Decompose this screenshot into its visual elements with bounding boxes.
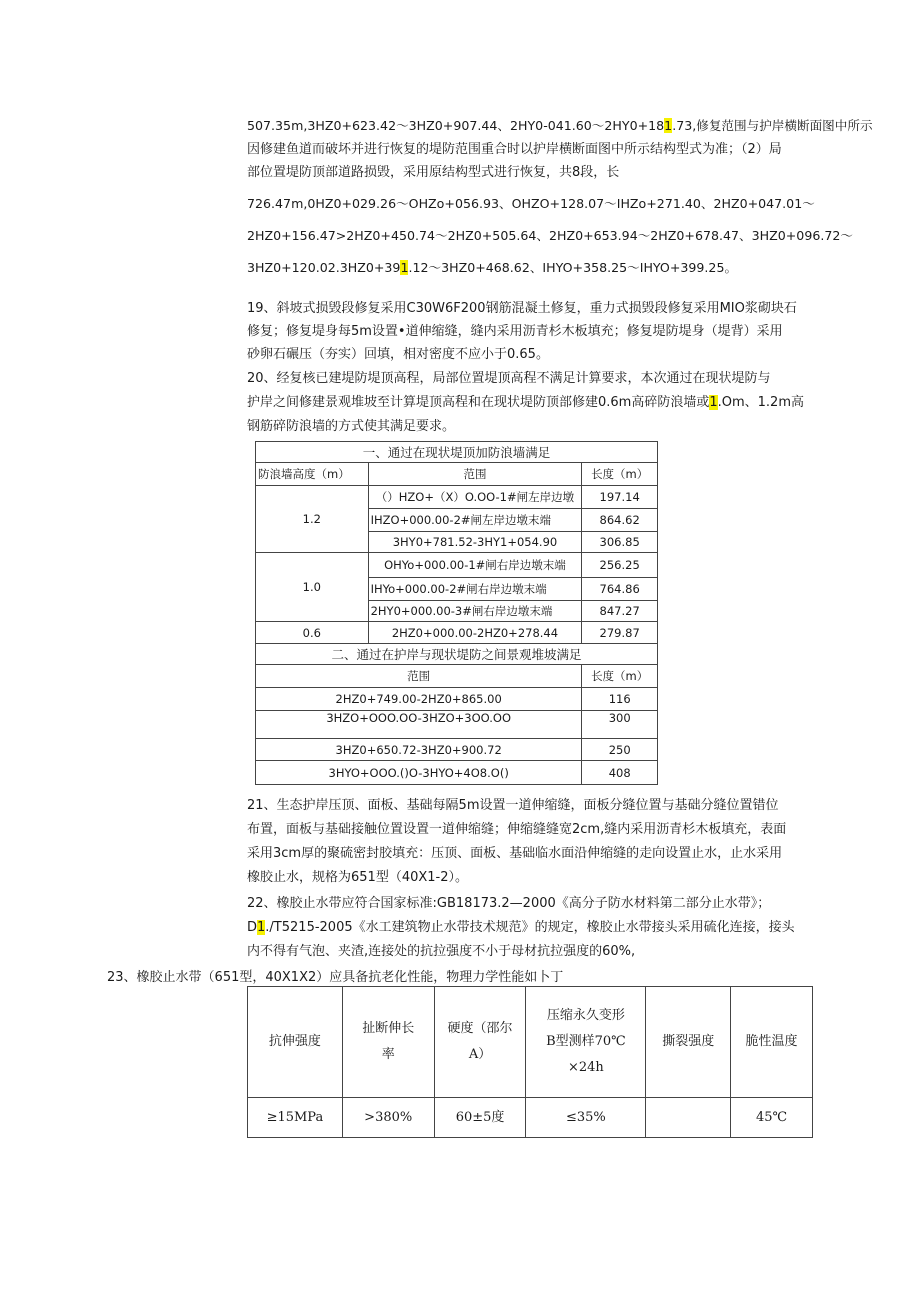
p18-line-1 <box>247 117 873 135</box>
header-elongation-line-2: 率 <box>381 1047 395 1062</box>
header-elongation-line-1: 扯断伸长 <box>362 1021 415 1036</box>
p22-line-2a: D <box>247 920 258 935</box>
range-cell: 3HZ0+650.72-3HZ0+900.72 <box>256 739 582 761</box>
col-header-length: 长度（m） <box>582 463 658 486</box>
p23-line-1: 23、橡胶止水带（651型，40X1X2）应具备抗老化性能，物理力学性能如卜丁 <box>107 970 564 985</box>
p21-line-2: 布置，面板与基础接触位置设置一道伸缩缝；伸缩缝缝宽2cm,缝内采用沥青杉木板填充，表面 <box>247 822 787 837</box>
header-hardness-line-1: 硬度（邵尔 <box>447 1021 513 1036</box>
length-cell: 300 <box>582 711 658 739</box>
p20-line-1: 20、经复核已建堤防堤顶高程，局部位置堤顶高程不满足计算要求，本次通过在现状堤防与 <box>247 371 771 386</box>
waterstop-property-table <box>247 986 813 1138</box>
header-brittle-temp: 脆性温度 <box>731 987 813 1098</box>
p18-line-2: 因修建鱼道而破坏并进行恢复的堤防范围重合时以护岸横断面图中所示结构型式为准；（2）局 <box>247 142 782 157</box>
header-hardness <box>434 987 526 1098</box>
range-cell: 2HZ0+000.00-2HZ0+278.44 <box>368 622 582 644</box>
range-cell: IHZO+000.00-2#闸左岸边墩末端 <box>368 509 582 532</box>
value-elongation: >380% <box>342 1098 434 1138</box>
range-cell: 3HZO+OOO.OO-3HZO+3OO.OO <box>256 711 582 739</box>
p18-highlight-1: 1 <box>664 118 673 133</box>
value-tensile-strength: ≥15MPa <box>248 1098 343 1138</box>
value-hardness: 60±5度 <box>434 1098 526 1138</box>
p18-line-1b: .73,修复范围与护岸横断面图中所示 <box>672 118 873 133</box>
p20-line-3: 钢筋碎防浪墙的方式使其满足要求。 <box>247 419 456 434</box>
range-cell: OHYo+000.00-1#闸右岸边墩末端 <box>368 553 582 578</box>
col-header-range-2: 范围 <box>256 665 582 688</box>
p19-line-3: 砂卵石碾压（夯实）回填，相对密度不应小于0.65。 <box>247 347 549 362</box>
range-cell: 3HY0+781.52-3HY1+054.90 <box>368 532 582 553</box>
p20-line-2 <box>247 394 804 412</box>
p19-line-1: 19、斜坡式损毁段修复采用C30W6F200钢筋混凝土修复，重力式损毁段修复采用MIO浆砌块石 <box>247 301 797 316</box>
p18-line-6b: .12～3HZ0+468.62、IHYO+358.25～IHYO+399.25。 <box>408 260 738 275</box>
table-section-title-1: 一、通过在现状堤顶加防浪墙满足 <box>256 442 658 463</box>
length-cell: 764.86 <box>582 578 658 601</box>
p18-line-4: 726.47m,0HZ0+029.26～OHZo+056.93、OHZO+128.07～IHZo+271.40、2HZ0+047.01～ <box>247 196 815 211</box>
length-cell: 847.27 <box>582 601 658 622</box>
height-cell-1-2: 1.2 <box>256 486 369 553</box>
header-elongation <box>342 987 434 1098</box>
p21-line-3: 采用3cm厚的聚硫密封胶填充：压顶、面板、基础临水面沿伸缩缝的走向设置止水，止水采用 <box>247 846 783 861</box>
value-tear-strength <box>646 1098 731 1138</box>
p18-line-5: 2HZ0+156.47>2HZ0+450.74～2HZ0+505.64、2HZ0+653.94～2HZ0+678.47、3HZ0+096.72～ <box>247 228 853 243</box>
p21-line-4: 橡胶止水，规格为651型（40X1-2）。 <box>247 870 468 885</box>
value-brittle-temp: 45℃ <box>731 1098 813 1138</box>
p22-line-1: 22、橡胶止水带应符合国家标准:GB18173.2—2000《高分子防水材料第二部分止水带》； <box>247 896 771 911</box>
range-cell: 2HZ0+749.00-2HZ0+865.00 <box>256 688 582 711</box>
length-cell: 279.87 <box>582 622 658 644</box>
wave-wall-table <box>255 441 658 785</box>
range-cell: IHYo+000.00-2#闸右岸边墩末端 <box>368 578 582 601</box>
p21-line-1: 21、生态护岸压顶、面板、基础每隔5m设置一道伸缩缝，面板分缝位置与基础分缝位置错位 <box>247 798 779 813</box>
length-cell: 306.85 <box>582 532 658 553</box>
p18-highlight-2: 1 <box>400 260 409 275</box>
p18-line-1a: 507.35m,3HZ0+623.42～3HZ0+907.44、2HY0-041.60～2HY0+18 <box>247 118 665 133</box>
header-hardness-line-2: A） <box>468 1047 492 1062</box>
p18-line-6 <box>247 259 737 277</box>
range-cell: 2HY0+000.00-3#闸右岸边墩末端 <box>368 601 582 622</box>
p22-line-3: 内不得有气泡、夹渣,连接处的抗拉强度不小于母材抗拉强度的60%, <box>247 944 636 959</box>
col-header-length-2: 长度（m） <box>582 665 658 688</box>
p20-highlight: 1 <box>709 395 718 410</box>
header-tensile-strength: 抗伸强度 <box>248 987 343 1098</box>
p18-line-6a: 3HZ0+120.02.3HZ0+39 <box>247 260 401 275</box>
header-compression-set <box>526 987 646 1098</box>
p20-line-2b: .Om、1.2m高 <box>717 395 804 410</box>
header-compression-line-3: ×24h <box>567 1060 604 1075</box>
col-header-height: 防浪墙高度（m） <box>256 463 369 486</box>
height-cell-0-6: 0.6 <box>256 622 369 644</box>
length-cell: 256.25 <box>582 553 658 578</box>
length-cell: 197.14 <box>582 486 658 509</box>
range-cell: （）HZO+（X）O.OO-1#闸左岸边墩 <box>368 486 582 509</box>
header-compression-line-2: B型测样70℃ <box>546 1034 626 1049</box>
header-tear-strength: 撕裂强度 <box>646 987 731 1098</box>
length-cell: 250 <box>582 739 658 761</box>
p18-line-3: 部位置堤防顶部道路损毁，采用原结构型式进行恢复，共8段，长 <box>247 165 620 180</box>
range-cell: 3HYO+OOO.()O-3HYO+4O8.O() <box>256 761 582 785</box>
p20-line-2a: 护岸之间修建景观堆坡至计算堤顶高程和在现状堤防顶部修建0.6m高碎防浪墙或 <box>247 395 710 410</box>
p22-line-2 <box>247 919 795 937</box>
length-cell: 864.62 <box>582 509 658 532</box>
length-cell: 116 <box>582 688 658 711</box>
p19-line-2: 修复；修复堤身每5m设置•道伸缩缝，缝内采用沥青杉木板填充；修复堤防堤身（堤背）采用 <box>247 324 783 339</box>
p22-line-2b: ./T5215-2005《水工建筑物止水带技术规范》的规定，橡胶止水带接头采用硫化连接，接头 <box>265 920 795 935</box>
col-header-range: 范围 <box>368 463 582 486</box>
length-cell: 408 <box>582 761 658 785</box>
height-cell-1-0: 1.0 <box>256 553 369 622</box>
table-section-title-2: 二、通过在护岸与现状堤防之间景观堆坡满足 <box>256 644 658 665</box>
header-compression-line-1: 压缩永久变形 <box>546 1008 625 1023</box>
p22-highlight: 1 <box>257 920 266 935</box>
value-compression-set: ≤35% <box>526 1098 646 1138</box>
